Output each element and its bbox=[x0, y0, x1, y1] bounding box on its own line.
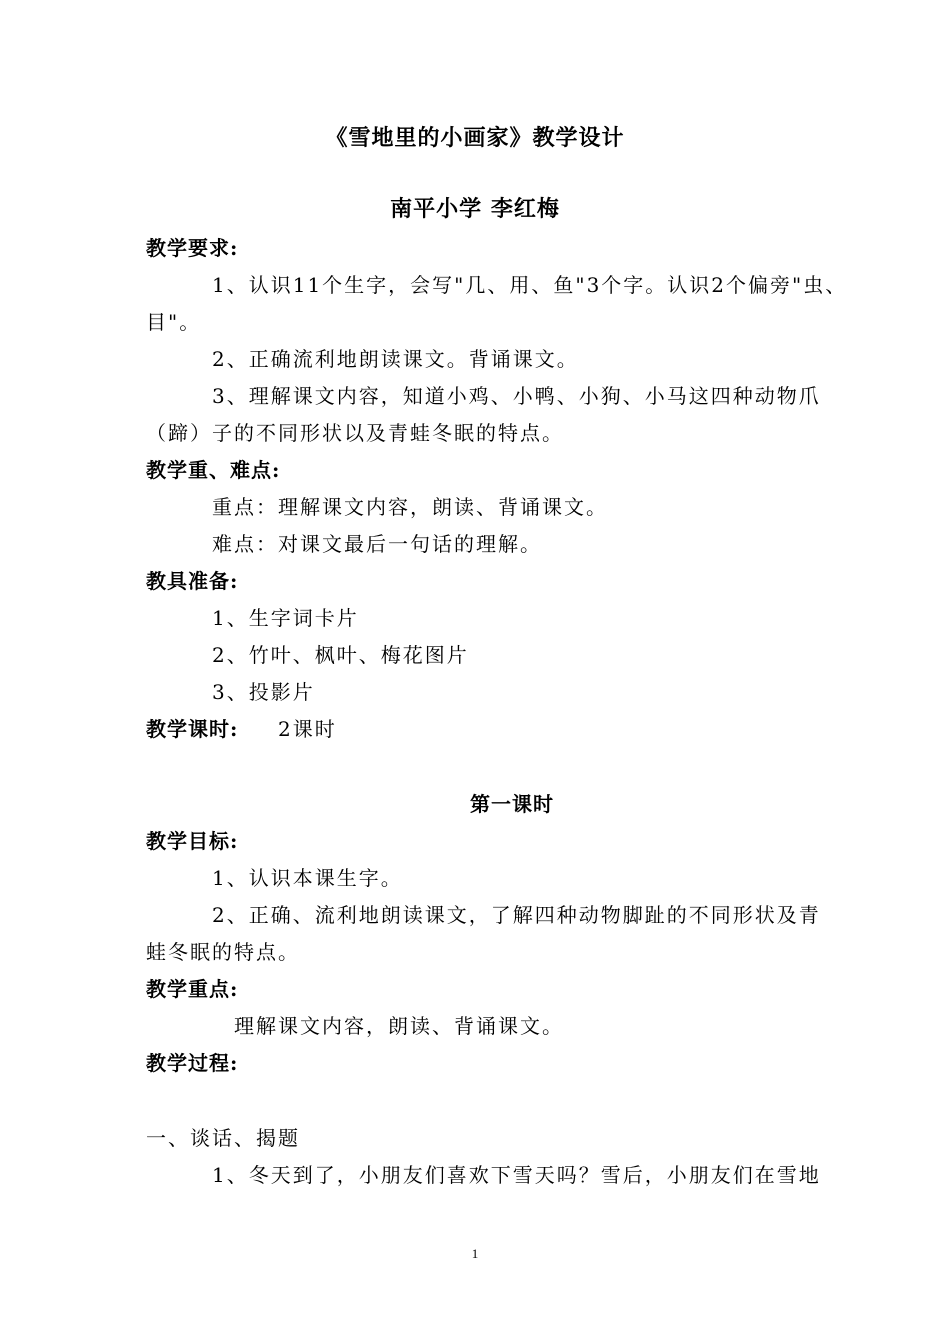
requirement-line: 1、认识11个生字，会写"几、用、鱼"3个字。认识2个偏旁"虫、 bbox=[212, 273, 848, 297]
focus-heading: 教学重点: bbox=[146, 977, 239, 1001]
goal-line: 蛙冬眠的特点。 bbox=[146, 940, 300, 964]
key-point-line: 重点：理解课文内容，朗读、背诵课文。 bbox=[212, 495, 608, 519]
goals-heading: 教学目标: bbox=[146, 829, 239, 853]
material-line: 3、投影片 bbox=[212, 680, 315, 704]
requirement-line: 目"。 bbox=[146, 310, 202, 334]
requirement-line: 3、理解课文内容，知道小鸡、小鸭、小狗、小马这四种动物爪 bbox=[212, 384, 821, 408]
focus-line: 理解课文内容，朗读、背诵课文。 bbox=[234, 1014, 564, 1038]
periods-value: 2课时 bbox=[278, 717, 337, 741]
materials-heading: 教具准备: bbox=[146, 569, 239, 593]
requirements-heading: 教学要求: bbox=[146, 236, 239, 260]
key-points-heading: 教学重、难点: bbox=[146, 458, 281, 482]
section-heading: 一、谈话、揭题 bbox=[146, 1126, 300, 1150]
requirement-line: （蹄）子的不同形状以及青蛙冬眠的特点。 bbox=[146, 421, 564, 445]
document-title: 《雪地里的小画家》教学设计 bbox=[325, 125, 625, 151]
process-heading: 教学过程: bbox=[146, 1051, 239, 1075]
material-line: 1、生字词卡片 bbox=[212, 606, 359, 630]
key-point-line: 难点：对课文最后一句话的理解。 bbox=[212, 532, 542, 556]
requirement-line: 2、正确流利地朗读课文。背诵课文。 bbox=[212, 347, 579, 371]
page-number: 1 bbox=[471, 1246, 479, 1261]
document-author: 南平小学 李红梅 bbox=[390, 196, 560, 222]
periods-heading: 教学课时: bbox=[146, 717, 239, 741]
material-line: 2、竹叶、枫叶、梅花图片 bbox=[212, 643, 469, 667]
lesson-heading: 第一课时 bbox=[470, 792, 554, 816]
goal-line: 1、认识本课生字。 bbox=[212, 866, 403, 890]
section-line: 1、冬天到了，小朋友们喜欢下雪天吗？雪后，小朋友们在雪地 bbox=[212, 1163, 821, 1187]
goal-line: 2、正确、流利地朗读课文，了解四种动物脚趾的不同形状及青 bbox=[212, 903, 821, 927]
